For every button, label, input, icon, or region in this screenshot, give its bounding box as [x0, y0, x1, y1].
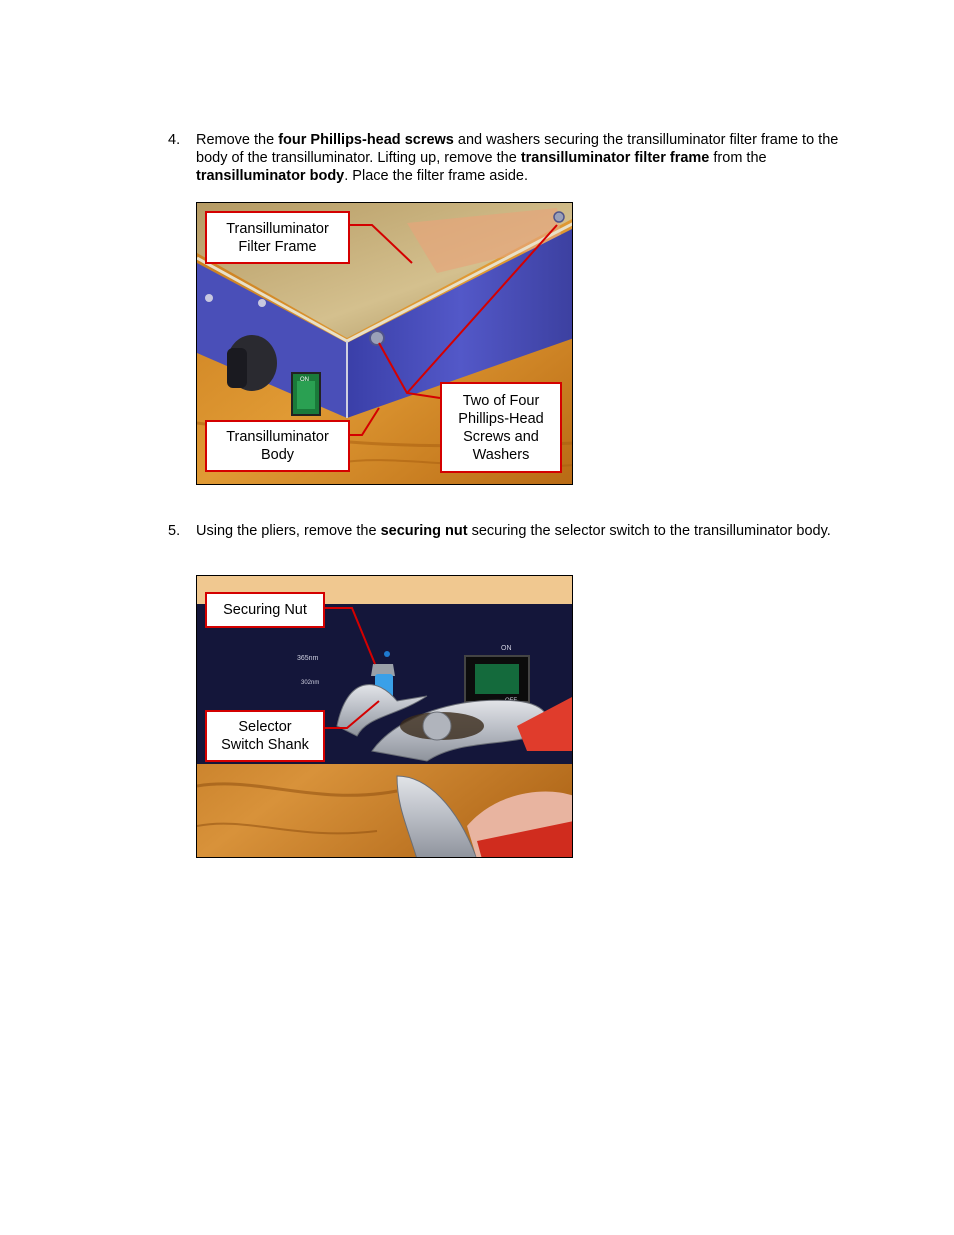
label-302nm: 302nm [301, 680, 320, 686]
callout-securing-nut: Securing Nut [205, 592, 325, 628]
callout-body: Transilluminator Body [205, 420, 350, 472]
step-4-number: 4. [168, 132, 181, 148]
callout-screws: Two of Four Phillips-Head Screws and Washers [440, 382, 562, 473]
figure-securing-nut [196, 575, 573, 858]
switch-on-text: ON [501, 645, 512, 652]
switch-on-label: ON [300, 377, 309, 383]
label-365nm: 365nm [297, 655, 319, 662]
callout-filter-frame: Transilluminator Filter Frame [205, 211, 350, 264]
step-5-number: 5. [168, 523, 181, 539]
step-4-text: Remove the four Phillips-head screws and washers securing the transilluminator filter frame to the body of the transilluminator. Lifting up, remove the transilluminator filter frame from the transilluminator body. Place the filter frame aside. [196, 132, 839, 184]
callout-selector-shank: Selector Switch Shank [205, 710, 325, 762]
figure-transilluminator-frame [196, 202, 573, 485]
step-5-text: Using the pliers, remove the securing nut securing the selector switch to the transilluminator body. [196, 523, 831, 539]
